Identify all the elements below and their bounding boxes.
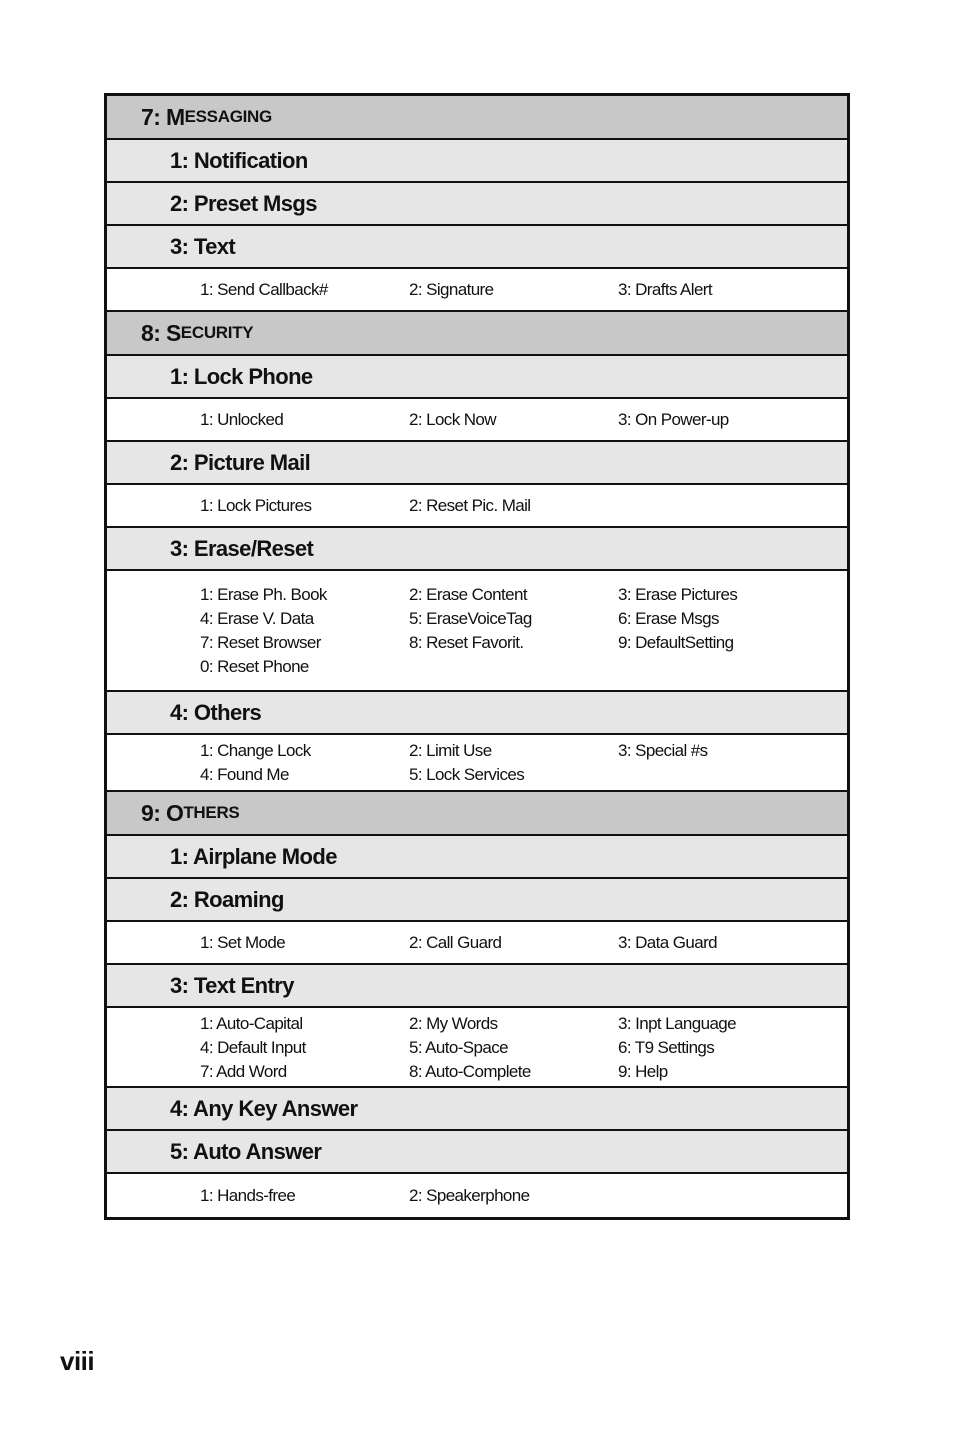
submenu-option: 4: Found Me [200,765,289,784]
menu-item-label: 4: Any Key Answer [170,1095,358,1121]
submenu-options [107,735,847,792]
submenu-option: 1: Set Mode [200,933,286,952]
submenu-options [107,269,847,312]
section-header-security [107,312,847,356]
section-title-lead: 8: S [141,319,181,346]
submenu-options [107,571,847,692]
menu-table [104,93,850,1220]
section-title-rest: ECURITY [180,323,254,342]
section-header-messaging [107,96,847,140]
section-title-lead: 9: O [141,799,184,826]
submenu-option: 3: Inpt Language [618,1013,737,1033]
submenu-option: 1: Send Callback# [200,280,328,299]
submenu-option: 2: Lock Now [409,410,496,429]
menu-item-label: 1: Lock Phone [170,363,313,389]
submenu-option: 7: Add Word [200,1061,287,1081]
menu-item-label: 1: Notification [170,147,308,173]
section-header-others [107,792,847,836]
submenu-option: 1: Erase Ph. Book [200,585,327,604]
submenu-option: 9: DefaultSetting [618,633,734,652]
submenu-option: 3: Data Guard [618,933,717,952]
menu-item-label: 1: Airplane Mode [170,843,337,869]
menu-item-label: 3: Text [170,233,236,259]
menu-item-preset-msgs [107,183,847,226]
menu-item-lock-phone [107,356,847,399]
submenu-option: 2: Speakerphone [409,1186,530,1205]
submenu-options [107,1174,847,1217]
menu-item-picture-mail [107,442,847,485]
submenu-option: 2: Signature [409,280,494,299]
submenu-option: 5: Lock Services [409,765,525,784]
submenu-option: 8: Reset Favorit. [409,633,524,652]
menu-item-label: 4: Others [170,699,262,725]
menu-item-airplane-mode [107,836,847,879]
submenu-option: 0: Reset Phone [200,657,309,676]
submenu-option: 2: Limit Use [409,741,492,760]
submenu-option: 1: Unlocked [200,410,284,429]
submenu-option: 2: Erase Content [409,585,527,604]
submenu-option: 3: On Power-up [618,410,729,429]
submenu-option: 6: T9 Settings [618,1037,715,1057]
section-title-lead: 7: M [141,103,185,130]
submenu-option: 3: Erase Pictures [618,585,738,604]
submenu-option: 1: Hands-free [200,1186,296,1205]
submenu-option: 4: Default Input [200,1037,306,1057]
menu-item-others [107,692,847,735]
menu-item-text [107,226,847,269]
menu-item-roaming [107,879,847,922]
submenu-option: 5: Auto-Space [409,1037,508,1057]
menu-item-label: 2: Roaming [170,886,284,912]
menu-item-label: 3: Text Entry [170,972,294,998]
submenu-option: 1: Auto-Capital [200,1013,303,1033]
submenu-option: 2: My Words [409,1013,498,1033]
submenu-option: 9: Help [618,1061,668,1081]
menu-item-auto-answer [107,1131,847,1174]
submenu-option: 5: EraseVoiceTag [409,609,532,628]
submenu-option: 7: Reset Browser [200,633,321,652]
submenu-options [107,485,847,528]
submenu-options [107,399,847,442]
page-number: viii [60,1346,95,1376]
submenu-option: 4: Erase V. Data [200,609,314,628]
submenu-option: 3: Special #s [618,741,708,760]
menu-item-any-key-answer [107,1088,847,1131]
menu-item-text-entry [107,965,847,1008]
menu-item-label: 2: Preset Msgs [170,190,317,216]
submenu-option: 3: Drafts Alert [618,280,712,299]
menu-item-notification [107,140,847,183]
submenu-options [107,922,847,965]
submenu-option: 6: Erase Msgs [618,609,719,628]
submenu-option: 2: Reset Pic. Mail [409,496,531,515]
submenu-option: 1: Change Lock [200,741,311,760]
section-title-rest: THERS [183,803,240,822]
submenu-options [107,1008,847,1088]
menu-item-label: 2: Picture Mail [170,449,311,475]
menu-item-label: 3: Erase/Reset [170,535,314,561]
section-title-rest: ESSAGING [184,107,272,126]
submenu-option: 2: Call Guard [409,933,502,952]
submenu-option: 1: Lock Pictures [200,496,312,515]
submenu-option: 8: Auto-Complete [409,1061,531,1081]
menu-item-erase-reset [107,528,847,571]
menu-item-label: 5: Auto Answer [170,1138,322,1164]
